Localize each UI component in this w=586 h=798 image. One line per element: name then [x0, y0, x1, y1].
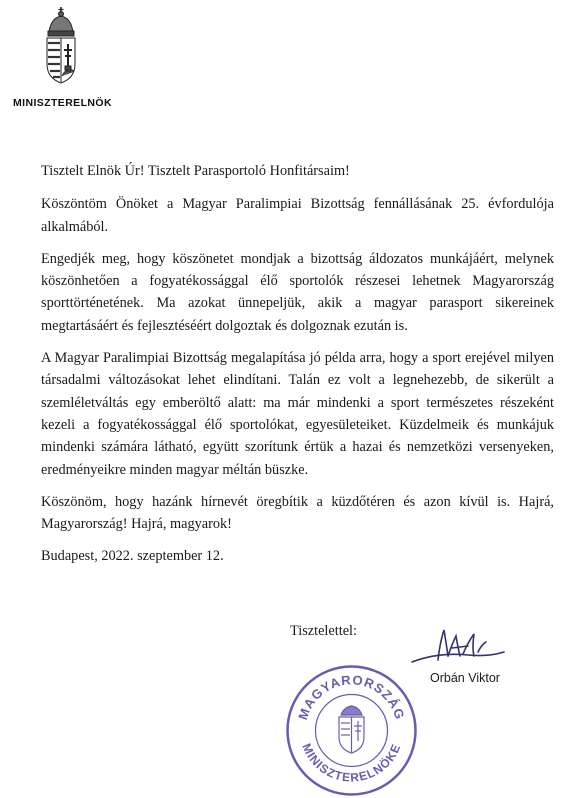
paragraph-greeting: Köszöntöm Önöket a Magyar Paralimpiai Bizottság fennállásának 25. évfordulója alkalmából.: [41, 196, 554, 235]
hungarian-coat-of-arms-icon: [41, 6, 81, 86]
organization-title: MINISZTERELNÖK: [13, 97, 112, 109]
place-date: Budapest, 2022. szeptember 12.: [41, 548, 224, 565]
closing-phrase: Tisztelettel:: [290, 623, 357, 639]
salutation: Tisztelt Elnök Úr! Tisztelt Parasportoló Honfitársaim!: [41, 163, 350, 179]
svg-text:MINISZTERELNÖKE: MINISZTERELNÖKE: [299, 741, 404, 785]
paragraph-founding: A Magyar Paralimpiai Bizottság megalapítása jó példa arra, hogy a sport erejével milyen társadalmi változásokat lehet elindítani. Talán ez volt a legnehezebb, de sikerült a szemléletváltás egy emberöltő alatt: ma már mindenki a sport természetes részeként kezeli a fogyatékossággal élő sportolókat, egyesületeiket. Küzdelmeik és munkájuk mindenki számára látható, együtt szorítunk értük a hazai és nemzetközi versenyeken, eredményeikre minden magyar méltán büszke.: [41, 350, 554, 478]
handwritten-signature: [408, 622, 508, 672]
signer-name: Orbán Viktor: [430, 671, 500, 685]
official-stamp: [284, 663, 419, 798]
letter-body: [41, 160, 554, 578]
svg-text:MAGYARORSZÁG: MAGYARORSZÁG: [295, 672, 408, 722]
paragraph-closing-wishes: Köszönöm, hogy hazánk hírnevét öregbítik a küzdőtéren és azon kívül is. Hajrá, Magyarország! Hajrá, magyarok!: [41, 493, 554, 533]
paragraph-thanks: Engedjék meg, hogy köszönetet mondjak a bizottság áldozatos munkájáért, melynek köszönhetően a fogyatékossággal élő sportolók részesei lehetnek Magyarország sporttörténetének. Ma azokat ünnepeljük, akik a magyar parasport sikereinek megtartásáért és fejlesztéséért dolgoztak és dolgoznak ezután is.: [41, 250, 554, 334]
